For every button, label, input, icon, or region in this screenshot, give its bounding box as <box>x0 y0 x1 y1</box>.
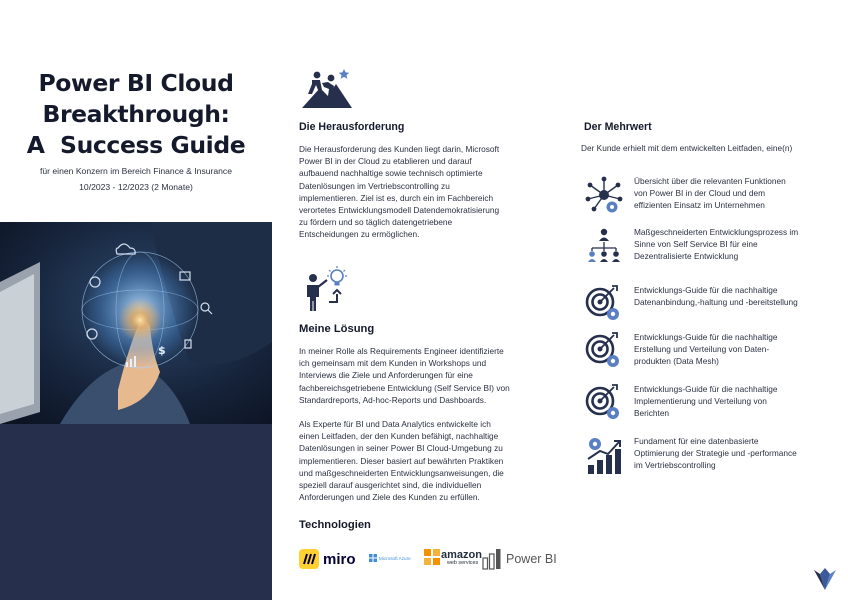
aws-logo-label: amazon <box>441 548 482 561</box>
azure-logo <box>369 554 411 562</box>
benefits-heading: Der Mehrwert <box>584 121 652 133</box>
target-gear-icon <box>584 383 624 423</box>
aws-icon <box>423 547 441 569</box>
challenge-text: Die Herausforderung des Kunden liegt darin, Microsoft Power BI in der Cloud zu etablieren und darauf aufbauend nachhaltige sowie technisch optimierte Datenlösungen im Vertriebscontrolling zu implementieren. Ziel ist es, durch ein im Fachbereich verortetes Entwicklungsmodell Datendemokratisierung zu fördern und so täglich datengetriebene Entscheidungen zu ermöglichen. <box>299 144 500 240</box>
project-period: 10/2023 - 12/2023 (2 Monate) <box>79 182 193 192</box>
miro-icon <box>299 549 319 569</box>
subtitle: für einen Konzern im Bereich Finance & Insurance <box>39 166 233 176</box>
aws-logo-sublabel: web services <box>447 559 479 566</box>
page-title <box>20 68 252 161</box>
climbing-team-icon <box>300 66 354 115</box>
network-gear-icon <box>584 175 624 215</box>
benefit-item <box>584 284 814 328</box>
benefit-item <box>584 435 814 479</box>
miro-logo-label: miro <box>323 550 356 568</box>
benefits-intro: Der Kunde erhielt mit dem entwickelten Leitfaden, eine(n) <box>581 143 793 153</box>
solution-heading: Meine Lösung <box>299 323 375 335</box>
hero-image <box>0 222 272 424</box>
solution-text-1: In meiner Rolle als Requirements Engineer identifizierte ich gemeinsam mit dem Kunden in Workshops und Interviews die Ziele und Anforderungen für eine fachbereichsgetriebene Entwicklung (Self Service BI) von Standardreports, Ad-hoc-Reports und Dashboards. <box>299 346 510 405</box>
target-gear-icon <box>584 331 624 371</box>
benefit-item <box>584 331 814 375</box>
benefit-item <box>584 175 814 219</box>
benefit-item <box>584 226 814 270</box>
title-line-1: Power BI Cloud <box>38 69 234 97</box>
benefit-text: Übersicht über die relevanten Funktionen von Power BI in der Cloud und dem effizienten Einsatz im Unternehmen <box>634 176 786 211</box>
benefit-text: Entwicklungs-Guide für die nachhaltige Implementierung und Verteilung von Berichten <box>634 384 778 419</box>
title-line-3: A Success Guide <box>26 131 246 159</box>
growth-gear-icon <box>584 435 624 475</box>
technologies-heading: Technologien <box>299 519 371 531</box>
target-gear-icon <box>584 284 624 324</box>
svg-text:$: $ <box>158 344 166 357</box>
powerbi-icon <box>482 548 502 570</box>
benefit-text: Entwicklungs-Guide für die nachhaltige Erstellung und Verteilung von Daten- produkten (Data Mesh) <box>634 332 778 367</box>
brand-mark-icon <box>812 566 838 597</box>
solution-text-2: Als Experte für BI und Data Analytics entwickelte ich einen Leitfaden, der den Kunden befähigt, nachhaltige Datenlösungen in seiner Power BI Cloud-Umgebung zu implementieren. Dieser basiert auf bewährten Praktiken und maßgeschneiderten Entwicklungsanweisungen, die speziell darauf ausgerichtet sind, die individuellen Anforderungen und Ziele des Kunden zu erfüllen. <box>299 419 504 503</box>
azure-logo-label: Microsoft Azure <box>379 555 411 561</box>
miro-logo <box>299 549 356 569</box>
aws-logo <box>423 547 482 569</box>
benefit-text: Fundament für eine datenbasierte Optimierung der Strategie und -performance im Vertriebscontrolling <box>634 436 797 471</box>
azure-icon <box>369 554 377 562</box>
benefit-text: Entwicklungs-Guide für die nachhaltige Datenanbindung,-haltung und -bereitstellung <box>634 285 798 308</box>
title-line-2: Breakthrough: <box>42 100 230 128</box>
challenge-heading: Die Herausforderung <box>299 121 405 133</box>
team-hierarchy-icon <box>584 226 624 266</box>
benefit-text: Maßgeschneiderten Entwicklungsprozess im Sinne von Self Service BI für eine Dezentralisierte Entwicklung <box>634 227 799 262</box>
idea-person-icon <box>303 266 349 319</box>
powerbi-logo <box>482 548 557 570</box>
powerbi-logo-label: Power BI <box>506 552 557 566</box>
benefit-item <box>584 383 814 427</box>
navy-panel <box>0 424 272 600</box>
